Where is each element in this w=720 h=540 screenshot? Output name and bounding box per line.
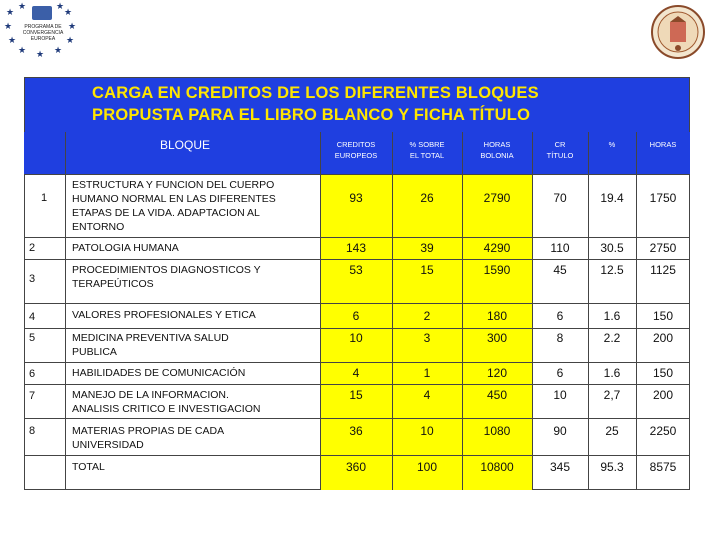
grid-line: [24, 237, 690, 238]
cell-pct-total: 4: [423, 388, 431, 402]
row-number: 3: [29, 273, 36, 285]
header-cr-titulo: CR TÍTULO: [546, 140, 574, 160]
cell-pct: 1.6: [603, 366, 621, 380]
cell-pct-total: 3: [423, 331, 431, 345]
row-bloque: MEDICINA PREVENTIVA SALUD PUBLICA: [72, 332, 229, 358]
grid-line: [24, 362, 690, 363]
cell-pct-total: 1: [423, 366, 431, 380]
cell-horas: 150: [652, 309, 674, 323]
cell-creditos: 93: [349, 191, 363, 205]
cell-creditos: 143: [345, 241, 367, 255]
cell-creditos: 53: [349, 263, 363, 277]
header-pct-total: % SOBRE EL TOTAL: [409, 140, 445, 160]
cell-horas: 200: [652, 388, 674, 402]
cell-cr-titulo: 70: [553, 191, 567, 205]
total-creditos: 360: [345, 460, 367, 474]
cell-horas: 1750: [649, 191, 677, 205]
cell-creditos: 10: [349, 331, 363, 345]
eu-stars-ring: ★ ★ ★ ★ ★ ★ ★ ★ ★ ★ ★: [4, 1, 77, 59]
row-number: 1: [41, 192, 48, 204]
header-pct: %: [608, 140, 616, 149]
cell-pct-total: 10: [420, 424, 434, 438]
total-horas-bolonia: 10800: [480, 460, 514, 474]
cell-cr-titulo: 110: [550, 241, 570, 255]
cell-cr-titulo: 6: [556, 309, 564, 323]
cell-cr-titulo: 6: [556, 366, 564, 380]
grid-line: [24, 174, 690, 175]
cell-horas-bolonia: 450: [486, 388, 508, 402]
cell-pct: 1.6: [603, 309, 621, 323]
row-number: 8: [29, 425, 36, 437]
total-label: TOTAL: [72, 461, 105, 473]
cell-creditos: 6: [352, 309, 360, 323]
cell-pct: 2.2: [603, 331, 621, 345]
grid-line: [65, 132, 66, 490]
total-pct: 95.3: [600, 460, 624, 474]
total-pct-total: 100: [416, 460, 438, 474]
cell-creditos: 4: [352, 366, 360, 380]
row-bloque: ESTRUCTURA Y FUNCION DEL CUERPO HUMANO NORMAL EN LAS DIFERENTES ETAPAS DE LA VIDA. ADAPTACION AL ENTORNO: [72, 179, 276, 233]
title-line-1: CARGA EN CREDITOS DE LOS DIFERENTES BLOQUES: [92, 84, 539, 102]
header-bloque: BLOQUE: [160, 138, 211, 152]
grid-line: [24, 303, 690, 304]
cell-horas-bolonia: 1080: [483, 424, 511, 438]
logo-text: PROGRAMA DE CONVERGENCIA EUROPEA: [22, 24, 64, 42]
row-bloque: MANEJO DE LA INFORMACION. ANALISIS CRITICO E INVESTIGACION: [72, 389, 261, 415]
cell-horas-bolonia: 120: [486, 366, 508, 380]
cell-cr-titulo: 10: [553, 388, 567, 402]
cell-pct: 30.5: [600, 241, 624, 255]
cell-horas-bolonia: 1590: [483, 263, 511, 277]
page-title: [92, 82, 652, 126]
grid-line: [24, 259, 690, 260]
header-horas: HORAS: [649, 140, 677, 149]
cell-horas: 2250: [649, 424, 677, 438]
cell-horas-bolonia: 2790: [483, 191, 511, 205]
cell-horas: 150: [652, 366, 674, 380]
header-horas-bolonia: HORAS BOLONIA: [480, 140, 514, 160]
cell-horas-bolonia: 180: [486, 309, 508, 323]
cell-creditos: 15: [349, 388, 363, 402]
cell-horas: 1125: [650, 263, 676, 277]
row-number: 2: [29, 242, 36, 254]
cell-pct-total: 26: [420, 191, 434, 205]
cell-pct-total: 15: [420, 263, 434, 277]
grid-line: [24, 455, 690, 456]
row-bloque: HABILIDADES DE COMUNICACIÓN: [72, 367, 246, 379]
cell-pct: 25: [605, 424, 619, 438]
cell-pct-total: 39: [420, 241, 434, 255]
cell-pct: 19.4: [600, 191, 624, 205]
total-cr-titulo: 345: [549, 460, 571, 474]
row-bloque: PROCEDIMIENTOS DIAGNOSTICOS Y TERAPEÚTICOS: [72, 264, 261, 290]
row-number: 7: [29, 390, 36, 402]
cell-horas: 2750: [649, 241, 677, 255]
convergence-program-logo: [6, 2, 78, 58]
grid-line: [24, 418, 690, 419]
cell-cr-titulo: 90: [553, 424, 567, 438]
cell-horas-bolonia: 300: [486, 331, 508, 345]
row-number: 6: [29, 368, 36, 380]
row-number: 5: [29, 332, 36, 344]
title-line-2: PROPUSTA PARA EL LIBRO BLANCO Y FICHA TÍTULO: [92, 106, 531, 124]
graduation-cap-icon: [32, 6, 52, 20]
row-bloque: VALORES PROFESIONALES Y ETICA: [72, 309, 256, 321]
grid-line: [24, 328, 690, 329]
university-seal: [650, 4, 706, 60]
cell-creditos: 36: [349, 424, 363, 438]
cell-horas-bolonia: 4290: [483, 241, 511, 255]
cell-pct-total: 2: [423, 309, 431, 323]
cell-pct: 12.5: [600, 263, 624, 277]
cell-cr-titulo: 8: [556, 331, 564, 345]
row-bloque: MATERIAS PROPIAS DE CADA UNIVERSIDAD: [72, 425, 225, 451]
header-creditos: CREDITOS EUROPEOS: [334, 140, 378, 160]
row-number: 4: [29, 311, 36, 323]
cell-horas: 200: [652, 331, 674, 345]
total-horas: 8575: [649, 460, 677, 474]
grid-line: [24, 384, 690, 385]
row-bloque: PATOLOGIA HUMANA: [72, 242, 179, 254]
cell-pct: 2,7: [603, 388, 621, 402]
cell-cr-titulo: 45: [553, 263, 567, 277]
